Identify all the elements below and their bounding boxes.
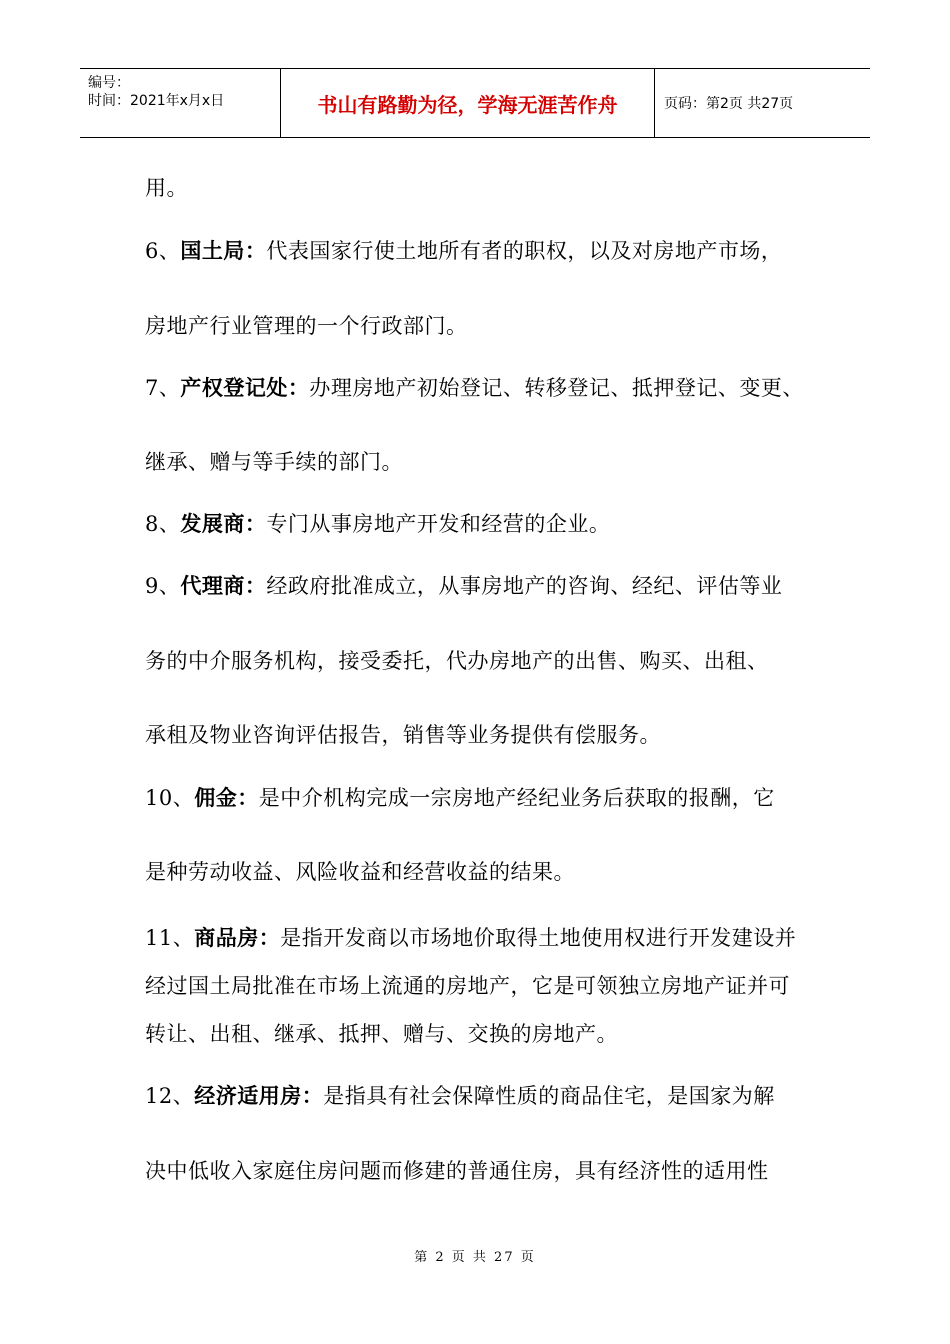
item-number: 7、 <box>145 376 181 400</box>
term-label: 发展商： <box>180 512 267 536</box>
header-motto: 书山有路勤为径，学海无涯苦作舟 <box>317 92 618 117</box>
header-meta-cell <box>80 69 280 137</box>
item-number: 11、 <box>145 926 195 950</box>
text-line: 房地产行业管理的一个行政部门。 <box>145 314 468 338</box>
text-line <box>145 1080 775 1110</box>
term-label: 代理商： <box>180 574 267 598</box>
item-number: 10、 <box>145 786 195 810</box>
text-line: 转让、出租、继承、抵押、赠与、交换的房地产。 <box>145 1022 618 1046</box>
definition-text: 专门从事房地产开发和经营的企业。 <box>266 512 611 536</box>
page-footer: 第 2 页 共 27 页 <box>414 1250 536 1265</box>
text-line: 用。 <box>145 176 188 200</box>
header-page-info: 页码：第2页 共27页 <box>664 96 794 112</box>
text-line <box>145 782 775 812</box>
definition-text: 是中介机构完成一宗房地产经纪业务后获取的报酬，它 <box>258 786 775 810</box>
text-line: 经过国土局批准在市场上流通的房地产，它是可领独立房地产证并可 <box>145 974 790 998</box>
item-number: 6、 <box>145 239 181 263</box>
term-label: 经济适用房： <box>194 1084 324 1108</box>
header-divider <box>654 69 655 137</box>
term-label: 商品房： <box>194 926 281 950</box>
text-line <box>145 372 804 402</box>
term-label: 佣金： <box>194 786 259 810</box>
text-line: 决中低收入家庭住房问题而修建的普通住房，具有经济性的适用性 <box>145 1159 769 1183</box>
definition-text: 是指具有社会保障性质的商品住宅，是国家为解 <box>323 1084 775 1108</box>
definition-text: 代表国家行使土地所有者的职权，以及对房地产市场， <box>266 239 783 263</box>
text-line <box>145 922 796 952</box>
serial-label: 编号： <box>88 75 130 91</box>
text-line <box>145 235 782 265</box>
text-line: 继承、赠与等手续的部门。 <box>145 450 403 474</box>
definition-text: 经政府批准成立，从事房地产的咨询、经纪、评估等业 <box>266 574 783 598</box>
item-number: 9、 <box>145 574 181 598</box>
text-line: 是种劳动收益、风险收益和经营收益的结果。 <box>145 860 575 884</box>
definition-text: 是指开发商以市场地价取得土地使用权进行开发建设并 <box>280 926 797 950</box>
text-line: 务的中介服务机构，接受委托，代办房地产的出售、购买、出租、 <box>145 649 769 673</box>
item-number: 12、 <box>145 1084 195 1108</box>
text-line <box>145 508 610 538</box>
header-table <box>80 68 870 138</box>
term-label: 国土局： <box>180 239 267 263</box>
text-line: 承租及物业咨询评估报告，销售等业务提供有偿服务。 <box>145 723 661 747</box>
item-number: 8、 <box>145 512 181 536</box>
text-line <box>145 570 782 600</box>
term-label: 产权登记处： <box>180 376 310 400</box>
time-label: 时间：2021年x月x日 <box>88 93 225 109</box>
definition-text: 办理房地产初始登记、转移登记、抵押登记、变更、 <box>309 376 804 400</box>
